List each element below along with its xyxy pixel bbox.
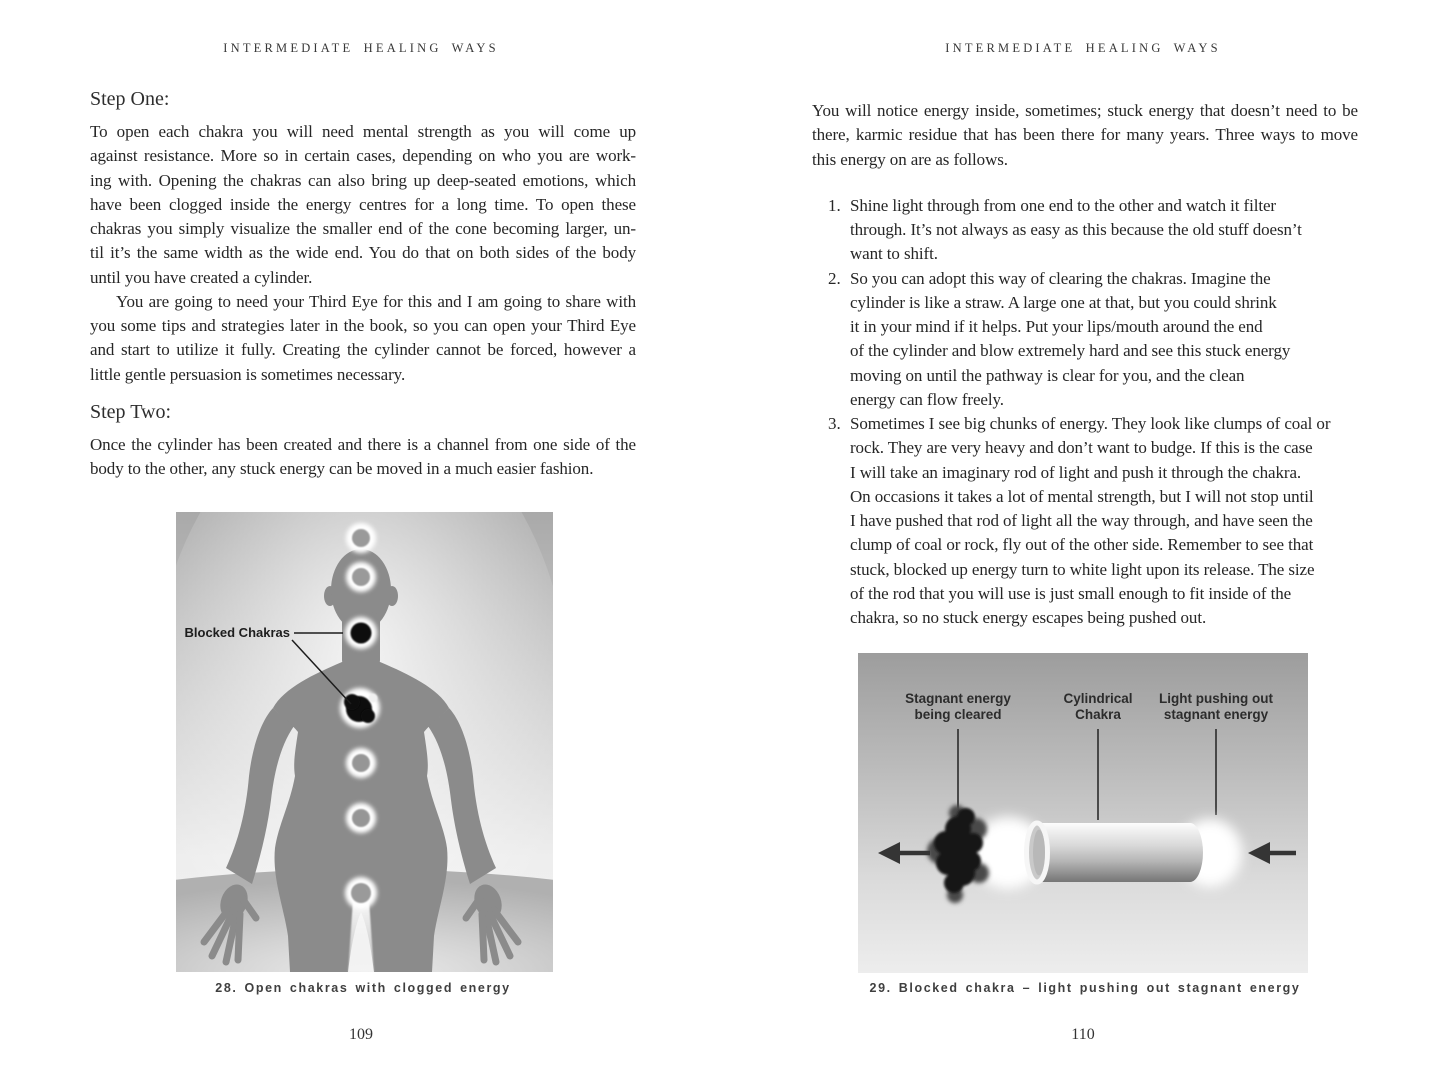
- text-line: this energy on are as follows.: [812, 149, 1008, 169]
- text-line: rock. They are very heavy and don’t want to budge. If this is the case: [850, 438, 1313, 458]
- figure-blocked-chakra: [858, 653, 1308, 973]
- list-item-2: [812, 267, 1358, 413]
- text-line: til it’s the same width as the wide end. You do that on both sides of the body: [90, 243, 636, 263]
- text-line: against resistance. More so in certain cases, depending on who you are work-: [90, 146, 636, 166]
- brow-chakra: [346, 562, 376, 592]
- heading-step-one: Step One:: [90, 88, 170, 110]
- text-line: So you can adopt this way of clearing the chakras. Imagine the: [850, 268, 1271, 288]
- text-line: have been clogged inside the energy centres for a long time. To open these: [90, 194, 636, 214]
- text-line: I will take an imaginary rod of light and push it through the chakra.: [850, 462, 1302, 482]
- text-line: body to the other, any stuck energy can be moved in a much easier fashion.: [90, 459, 594, 478]
- cylinder-chakra-illustration: [858, 653, 1308, 973]
- list-item-3-text: [850, 412, 1358, 630]
- figure-labels: [905, 691, 1273, 722]
- paragraph-step-one-a: [90, 120, 636, 290]
- text-line: moving on until the pathway is clear for you, and the clean: [850, 365, 1245, 385]
- list-item-1-text: [850, 194, 1358, 267]
- list-item-2-text: [850, 267, 1358, 413]
- list-number-2: 2.: [828, 268, 841, 288]
- running-head-left: INTERMEDIATE HEALING WAYS: [223, 41, 499, 55]
- text-line: chakra, so no stuck energy escapes being pushed out.: [850, 608, 1207, 627]
- text-line: You will notice energy inside, sometimes; stuck energy that doesn’t need to be: [812, 101, 1358, 120]
- text-line: stuck, blocked up energy turn to white light upon its release. The size: [850, 559, 1315, 579]
- root-chakra: [345, 877, 377, 909]
- figure-caption-29: 29. Blocked chakra – light pushing out stagnant energy: [869, 981, 1301, 995]
- right-page: [722, 0, 1445, 1084]
- text-line: ing with. Opening the chakras can also bring up deep-seated emotions, which: [90, 170, 636, 190]
- text-line: want to shift.: [850, 244, 938, 264]
- text-line: and start to utilize it fully. Creating the cylinder cannot be forced, however a: [90, 340, 636, 360]
- heart-chakra-blocked: [340, 688, 380, 728]
- sacral-chakra: [346, 803, 376, 833]
- list-number-3: 3.: [828, 414, 841, 433]
- text-line: there, karmic residue that has been there for many years. Three ways to move: [812, 125, 1358, 145]
- figure-caption-28: 28. Open chakras with clogged energy: [215, 981, 511, 995]
- label-stagnant-energy-line1: Stagnant energy: [905, 691, 1011, 706]
- figure-open-chakras: [176, 512, 553, 972]
- label-stagnant-energy-line2: being cleared: [914, 707, 1002, 722]
- right-text-column: [812, 99, 1358, 630]
- throat-chakra-blocked: [345, 617, 377, 649]
- text-line: through. It’s not always as easy as this because the old stuff doesn’t: [850, 220, 1302, 239]
- cylinder-body: [1036, 823, 1190, 882]
- blocked-chakras-label: Blocked Chakras: [184, 625, 290, 640]
- label-cylindrical-chakra-line2: Chakra: [1075, 707, 1121, 722]
- paragraph-intro: [812, 99, 1358, 172]
- text-line: it in your mind if it helps. Put your lips/mouth around the end: [850, 317, 1263, 336]
- text-line: chakras you simply visualize the smaller end of the cone becoming larger, un-: [90, 219, 636, 238]
- paragraph-step-two: [90, 433, 636, 482]
- list-item-1: [812, 194, 1358, 267]
- text-line: I have pushed that rod of light all the way through, and have seen the: [850, 511, 1313, 530]
- paragraph-step-one-b: [90, 290, 636, 387]
- text-line: clump of coal or rock, fly out of the other side. Remember to see that: [850, 535, 1314, 555]
- text-line: Sometimes I see big chunks of energy. They look like clumps of coal or: [850, 414, 1331, 433]
- heading-step-two: Step Two:: [90, 400, 172, 423]
- numbered-list: [812, 194, 1358, 631]
- text-line: Shine light through from one end to the other and watch it filter: [850, 195, 1276, 215]
- label-cylindrical-chakra-line1: Cylindrical: [1063, 691, 1133, 706]
- label-light-pushing-line2: stagnant energy: [1163, 707, 1269, 722]
- chakra-body-illustration: [176, 512, 553, 972]
- solar-chakra: [346, 748, 376, 778]
- running-head-right: INTERMEDIATE HEALING WAYS: [945, 41, 1221, 55]
- text-line: energy can flow freely.: [850, 389, 1004, 409]
- text-line: you some tips and strategies later in the book, so you can open your Third Eye: [90, 316, 636, 335]
- text-line: On occasions it takes a lot of mental strength, but I will not stop until: [850, 486, 1314, 506]
- page-number-left: 109: [349, 1026, 373, 1043]
- crown-chakra: [346, 523, 376, 553]
- text-line: until you have created a cylinder.: [90, 267, 313, 287]
- label-light-pushing-line1: Light pushing out: [1159, 691, 1273, 706]
- text-line: of the cylinder and blow extremely hard and see this stuck energy: [850, 341, 1291, 361]
- page-number-right: 110: [1071, 1026, 1095, 1043]
- text-line: cylinder is like a straw. A large one at that, but you could shrink: [850, 292, 1277, 312]
- text-line: of the rod that you will use is just small enough to fit inside of the: [850, 583, 1292, 603]
- text-line: To open each chakra you will need mental strength as you will come up: [90, 122, 636, 141]
- list-number-1: 1.: [828, 195, 841, 215]
- cylinder: [1027, 823, 1204, 882]
- list-item-3: [812, 412, 1358, 630]
- text-line: little gentle persuasion is sometimes necessary.: [90, 364, 406, 384]
- cylinder-opening-shade: [1033, 830, 1045, 876]
- left-text-column: [90, 86, 636, 481]
- text-line: Once the cylinder has been created and there is a channel from one side of the: [90, 434, 636, 454]
- text-line: You are going to need your Third Eye for this and I am going to share with: [116, 291, 636, 311]
